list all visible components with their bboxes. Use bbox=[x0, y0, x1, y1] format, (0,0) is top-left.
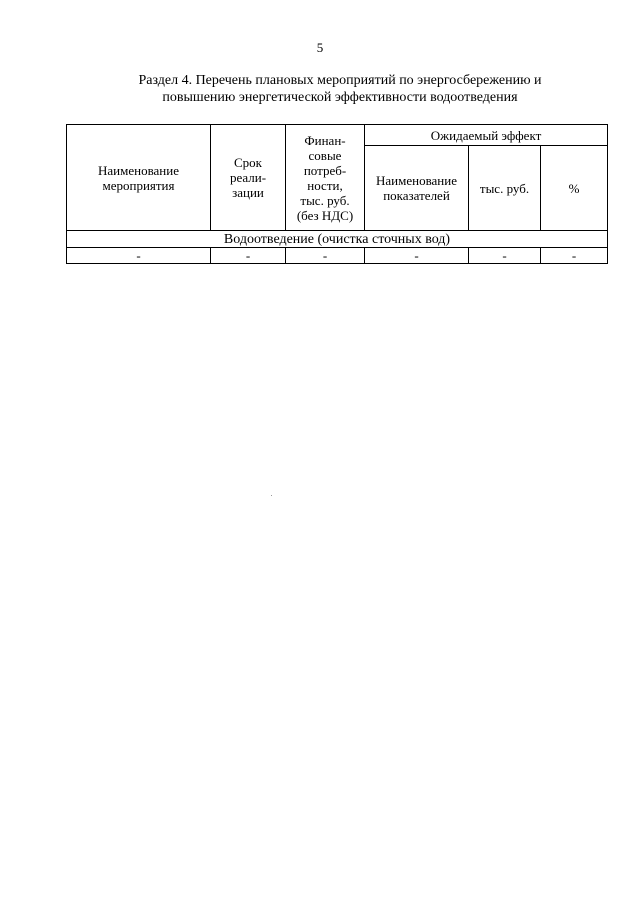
header-financial-needs: Финан- совые потреб- ности, тыс. руб. (без НДС) bbox=[286, 125, 365, 231]
section-title-line-2: повышению энергетической эффективности водоотведения bbox=[162, 90, 518, 105]
table-cell: - bbox=[469, 248, 541, 264]
table-cell: - bbox=[286, 248, 365, 264]
table-cell: - bbox=[211, 248, 286, 264]
table-cell: - bbox=[541, 248, 608, 264]
measures-table bbox=[66, 124, 608, 264]
table-cell: - bbox=[67, 248, 211, 264]
header-measure-name: Наименование мероприятия bbox=[67, 125, 211, 231]
scan-speck bbox=[271, 495, 272, 496]
table-cell: - bbox=[365, 248, 469, 264]
table-row bbox=[67, 248, 608, 264]
header-percent: % bbox=[541, 146, 608, 231]
header-term: Срок реали- зации bbox=[211, 125, 286, 231]
section-title-line-1: Раздел 4. Перечень плановых мероприятий по энергосбережению и bbox=[138, 73, 542, 88]
header-indicator-name: Наименование показателей bbox=[365, 146, 469, 231]
section-title bbox=[60, 72, 620, 106]
section-row-wastewater: Водоотведение (очистка сточных вод) bbox=[67, 231, 608, 248]
header-thousand-rub: тыс. руб. bbox=[469, 146, 541, 231]
page-number: 5 bbox=[316, 40, 324, 55]
header-expected-effect: Ожидаемый эффект bbox=[365, 125, 608, 146]
